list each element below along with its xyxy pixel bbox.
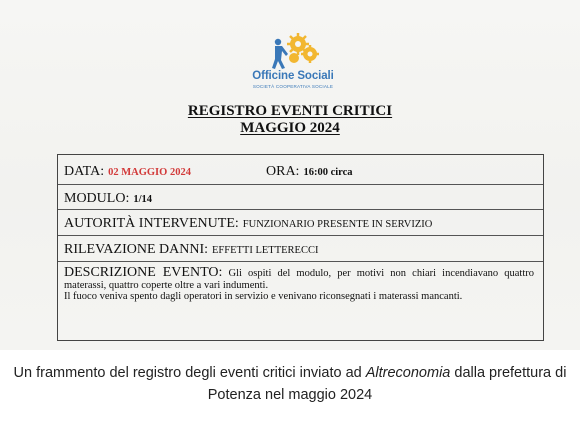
row-data-ora [58, 155, 543, 185]
row-modulo [58, 185, 543, 210]
logo-subtitle: SOCIETÀ COOPERATIVA SOCIALE [252, 84, 334, 89]
event-form [57, 154, 544, 341]
row-descrizione [58, 262, 543, 342]
autorita-value: FUNZIONARIO PRESENTE IN SERVIZIO [242, 219, 433, 230]
descrizione-label: DESCRIZIONE EVENTO: [64, 265, 223, 280]
data-value: 02 MAGGIO 2024 [108, 167, 191, 178]
row-danni [58, 236, 543, 262]
caption-text-before: Un frammento del registro degli eventi critici inviato ad [13, 365, 366, 381]
data-label: DATA: [64, 164, 105, 179]
ora-value: 16:00 circa [303, 167, 353, 178]
logo-name: Officine Sociali [252, 70, 334, 82]
autorita-label: AUTORITÀ INTERVENUTE: [64, 216, 239, 231]
document-title: REGISTRO EVENTI CRITICI [187, 103, 393, 119]
document-subtitle: MAGGIO 2024 [240, 120, 340, 136]
modulo-label: MODULO: [64, 191, 130, 206]
descrizione-text-2: Il fuoco veniva spento dagli operatori in servizio e venivano riconsegnati i materassi mancanti. [64, 291, 463, 303]
caption-publication: Altreconomia [365, 365, 451, 381]
descrizione-text-1: Gli ospiti del modulo, per motivi non chiari incendiavano quattro materassi, quattro coperte oltre a vari indumenti. [64, 268, 535, 291]
modulo-value: 1/14 [133, 194, 153, 205]
danni-label: RILEVAZIONE DANNI: [64, 242, 208, 257]
danni-value: EFFETTI LETTERECCI [212, 245, 319, 256]
person-pushing-gears-icon [238, 30, 348, 100]
image-caption [0, 362, 580, 406]
row-autorita [58, 210, 543, 236]
descrizione-block [64, 267, 534, 303]
ora-label: ORA: [266, 164, 300, 179]
caption-text-after: dalla prefettura di Potenza nel maggio 2024 [207, 365, 567, 403]
